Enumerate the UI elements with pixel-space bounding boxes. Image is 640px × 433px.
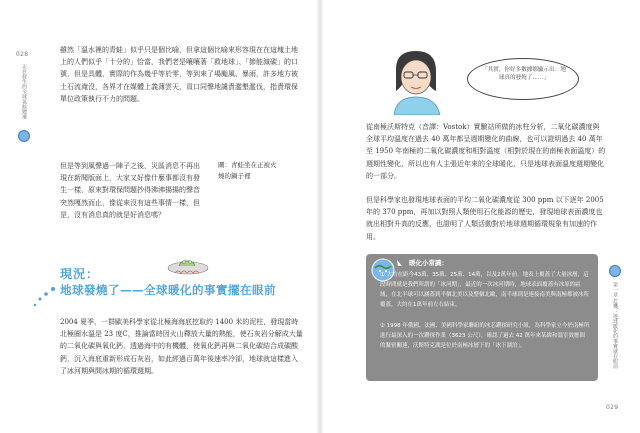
right-paragraph-1: 從南極沃斯特克（音譯：Vostok）實驗站所做的冰柱分析，二氧化碳濃度與全球平均溫度在過去 40 萬年都呈週期變化的曲線，也可以證明過去 40 萬年至 1950 年南極的二氧化碳濃度和相對溫度（相對於現在的南極表面溫度）的週期性變化，所以也有人主張近年來的全球暖化，只是地球表面溫度週期變化的一部分。 [366,123,606,180]
section-heading [60,265,310,303]
globe-icon-right [609,265,621,277]
left-paragraph-3: 2004 夏季，一群歐美科學家從北極海海底挖取約 1400 米的泥柱，發現當時北極圈水溫是 23 度C，推論當時因火山釋放大量的熱能，使石灰岩分解成大量的二氧化碳與氧化鈣，透過海中的有機體，使氧化鈣再與二氧化碳結合成碳酸鈣，沉入海底重新形成石灰岩，如此經過百萬年後速率冷卻，地球就這樣進入了冰河期與間冰期的循環週期。 [60,318,303,375]
page-number-left: 028 [16,51,29,58]
globe-icon [18,130,30,142]
section-heading-line-1: 現況： [60,267,100,281]
decorative-dots-icon [30,285,60,310]
right-running-head: 第一章 危機：地球暖化的事實就在眼前 [612,282,618,369]
speech-bubble-text: 「其實，你好多數據都顯示出：地球真的發燒了……」 [482,67,566,81]
page-number-right: 029 [606,404,619,411]
tip-item-2: ② 1998 年俄國、法國、美國科學家聯組的冰芯鑽探研究小組，為科學家立今於南極所進行最深入的一次鑽探作業（3623 公尺），確認了過去 42 萬年來某緯和溫室效應間的緊密關連，沃斯特克湖是位於南極冰層下的「冰下湖泊」。 [380,323,590,349]
left-paragraph-1: 雖然「溫水裡的青蛙」似乎只是個比喻，但拿這個比喻來形容現在在這塊土地上的人們似乎「十分的」恰當，我們老是嚷嚷著「救地球」、「節能減碳」的口號，但是具體，實際的作為幾乎等於零，等到來了場颱風、暴雨，許多地方被土石流淹沒，各界才在媒體上義薄雲天，貢口同聲地譴責濫墾濫伐，指責環保單位政策執行不力的問題。 [60,46,298,103]
woman-scientist-illustration [378,47,458,115]
left-paragraph-2: 但是等到風聲過一陣子之後，災區消息不再出現在新聞版面上，大家又好像什麼事都沒有發生一樣，原來對環保問題抄得沸沸揚揚的聲音突然嘎然而止，像從來沒有這些事情一樣，但是，沒有消息真的就是好消息嗎？ [60,162,200,219]
book-gutter [316,0,324,433]
left-running-head: 正在發生的全球氣候變遷 [21,64,27,119]
section-heading-line-2: 地球發燒了——全球暖化的事實擺在眼前 [60,283,276,297]
tip-item-1: ① 大約在距今43萬、35萬、25萬、14萬，以及2萬年前，地表上覆蓋了大量冰層，這段時間就是我們所謂的「冰河期」，最近的一次冰河期時，地球表面覆蓋有冰原的區域，在北半球可以涵蓋到半個北美以及整個北歐，南半球則是連接南美與南極都被冰所覆蓋，大約在1萬年前左右結束。 [380,272,590,308]
tip-box-title: 暖化小常識： [409,259,448,267]
right-paragraph-2: 但是科學家也發現地球表面的平均二氧化碳濃度從 300 ppm 以下逐年 2005 年的 370 ppm，再加以對照人類使用石化能源的歷史，發現地球表面濃度也就出相對升高的反應，也證明了人類活動對於地球週期循環規象有加速的作用。 [366,196,604,241]
figure-caption: 圖：青蛙坐在正被火燒的鍋子裡 [218,161,277,180]
